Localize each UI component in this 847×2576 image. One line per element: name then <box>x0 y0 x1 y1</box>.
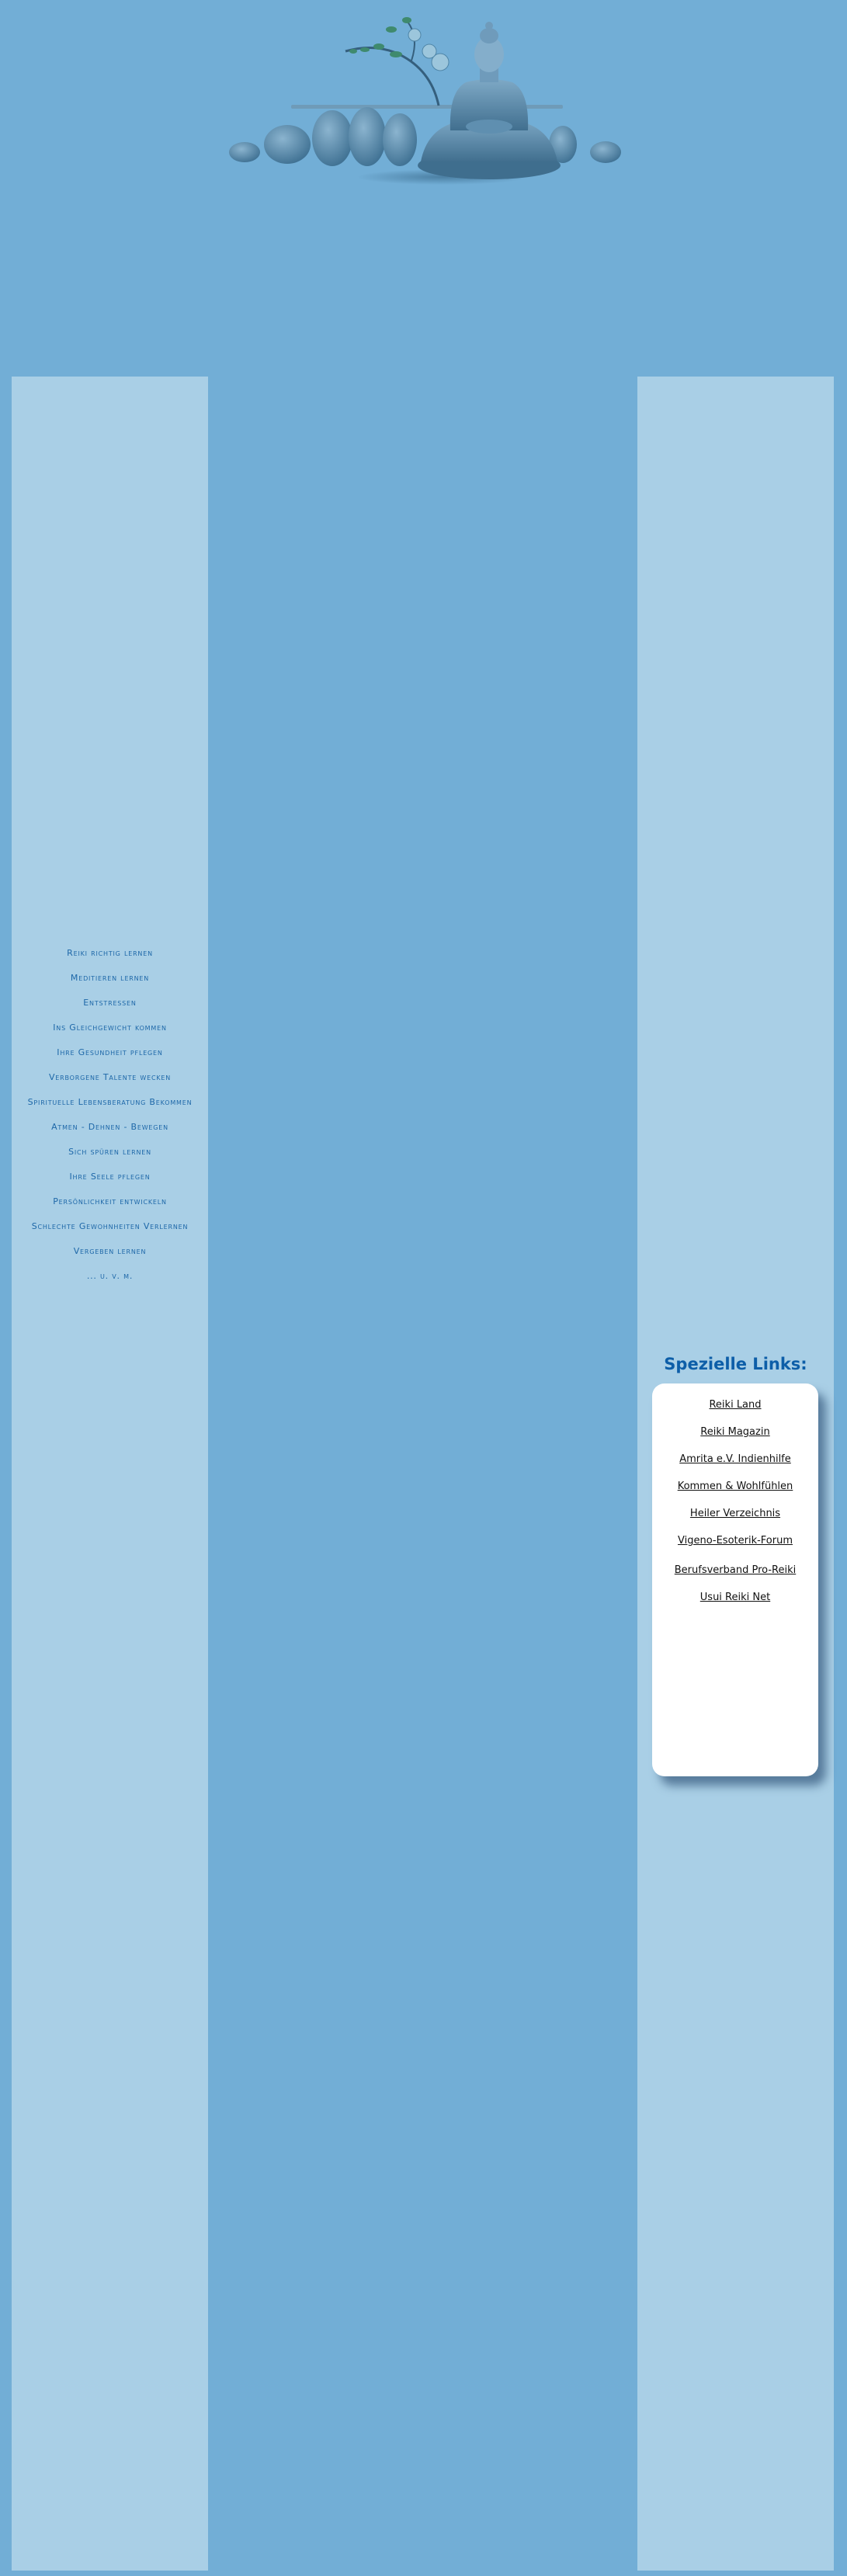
nav-item-persoenlichkeit[interactable]: Persönlichkeit entwickeln <box>53 1196 167 1206</box>
nav-item-talente[interactable]: Verborgene Talente wecken <box>48 1072 172 1082</box>
nav-item-vergeben[interactable]: Vergeben lernen <box>73 1246 147 1256</box>
nav-item-seele[interactable]: Ihre Seele pflegen <box>69 1172 151 1182</box>
nav-item-gleichgewicht[interactable]: Ins Gleichgewicht kommen <box>53 1022 167 1033</box>
nav-item-uvm[interactable]: ... u. v. m. <box>86 1271 134 1281</box>
link-usui-reiki[interactable]: Usui Reiki Net <box>699 1592 771 1603</box>
nav-item-entstressen[interactable]: Entstressen <box>83 998 137 1008</box>
left-nav <box>12 947 208 1295</box>
header-banner <box>0 0 847 377</box>
nav-item-gewohnheiten[interactable]: Schlechte Gewohnheiten Verlernen <box>31 1221 189 1231</box>
link-vigeno-forum[interactable]: Vigeno-Esoterik-Forum <box>677 1535 793 1547</box>
link-kommen-wohlfuehlen[interactable]: Kommen & Wohlfühlen <box>677 1481 793 1492</box>
special-links-title: Spezielle Links: <box>664 1355 807 1373</box>
link-pro-reiki[interactable]: Berufsverband Pro-Reiki <box>674 1564 797 1576</box>
buddha-orchid-stones-image <box>217 14 629 193</box>
link-reiki-land[interactable]: Reiki Land <box>709 1399 762 1411</box>
link-reiki-magazin[interactable]: Reiki Magazin <box>700 1426 770 1438</box>
nav-item-reiki-lernen[interactable]: Reiki richtig lernen <box>67 948 153 958</box>
right-sidebar <box>637 377 834 2571</box>
left-sidebar <box>12 377 208 2571</box>
nav-item-atmen[interactable]: Atmen - Dehnen - Bewegen <box>51 1122 168 1132</box>
link-amrita[interactable]: Amrita e.V. Indienhilfe <box>679 1453 791 1465</box>
nav-item-gesundheit[interactable]: Ihre Gesundheit pflegen <box>57 1047 163 1057</box>
nav-item-spueren[interactable]: Sich spüren lernen <box>68 1147 151 1157</box>
nav-item-lebensberatung[interactable]: Spirituelle Lebensberatung Bekommen <box>27 1097 193 1107</box>
link-heiler-verzeichnis[interactable]: Heiler Verzeichnis <box>689 1508 781 1519</box>
special-links-box <box>652 1383 818 1776</box>
nav-item-meditieren[interactable]: Meditieren lernen <box>70 973 150 983</box>
